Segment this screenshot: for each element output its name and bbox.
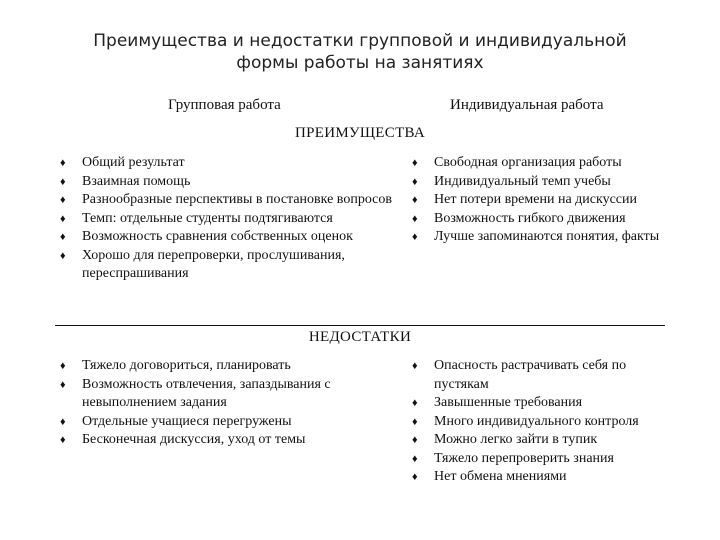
diamond-bullet-icon: ♦	[60, 194, 66, 206]
diamond-bullet-icon: ♦	[60, 175, 66, 188]
diamond-bullet-icon: ♦	[412, 157, 418, 169]
list-item	[412, 394, 662, 413]
list-item-text: Можно легко зайти в тупик	[434, 432, 598, 447]
diamond-bullet-icon: ♦	[60, 212, 66, 225]
list-item-text: Индивидуальный темп учебы	[434, 173, 611, 189]
section-heading-disadvantages: НЕДОСТАТКИ	[308, 329, 412, 345]
list-item-text: Тяжело договориться, планировать	[82, 358, 291, 373]
diamond-bullet-icon: ♦	[412, 415, 418, 428]
list-item-text: Бесконечная дискуссия, уход от темы	[82, 432, 306, 447]
diamond-bullet-icon: ♦	[60, 249, 66, 262]
section-heading-advantages: ПРЕИМУЩЕСТВА	[294, 125, 426, 141]
list-item-text: Нет потери времени на дискуссии	[434, 192, 638, 207]
list-item-text: Много индивидуального контроля	[434, 413, 639, 429]
list-item-text: Нет обмена мнениями	[434, 469, 567, 484]
advantages-group-list	[60, 154, 400, 284]
diamond-bullet-icon: ♦	[60, 378, 66, 391]
list-item	[60, 357, 400, 376]
list-item	[412, 154, 662, 173]
diamond-bullet-icon: ♦	[412, 397, 418, 409]
diamond-bullet-icon: ♦	[412, 194, 418, 206]
diamond-bullet-icon: ♦	[60, 360, 66, 372]
diamond-bullet-icon: ♦	[412, 452, 418, 465]
diamond-bullet-icon: ♦	[412, 434, 418, 446]
list-item	[412, 228, 662, 247]
list-item	[60, 413, 400, 432]
list-item-text: Разнообразные перспективы в постановке вопросов	[82, 192, 392, 207]
diamond-bullet-icon: ♦	[60, 434, 66, 446]
diamond-bullet-icon: ♦	[412, 360, 418, 372]
list-item	[412, 468, 662, 487]
diamond-bullet-icon: ♦	[412, 231, 418, 243]
list-item-text: Возможность сравнения собственных оценок	[82, 229, 353, 244]
diamond-bullet-icon: ♦	[412, 175, 418, 188]
section-divider	[55, 325, 665, 326]
diamond-bullet-icon: ♦	[60, 231, 66, 243]
page-title	[60, 30, 660, 74]
advantages-individual-list	[412, 154, 662, 247]
disadvantages-group-list	[60, 357, 400, 450]
list-item	[60, 154, 400, 173]
list-item	[412, 450, 662, 469]
list-item	[60, 210, 400, 229]
list-item-text: Свободная организация работы	[434, 155, 622, 170]
title-line-1: Преимущества и недостатки групповой и индивидуальной	[93, 31, 627, 51]
list-item	[60, 173, 400, 192]
list-item	[412, 210, 662, 229]
list-item-text: Возможность гибкого движения	[434, 210, 626, 226]
list-item	[60, 191, 400, 210]
list-item-text: Тяжело перепроверить знания	[434, 450, 614, 466]
list-item	[60, 376, 400, 413]
list-item-text: Взаимная помощь	[82, 173, 191, 189]
list-item-text: Завышенные требования	[434, 395, 583, 410]
list-item-text: Опасность растрачивать себя по пустякам	[434, 358, 627, 392]
disadvantages-individual-list	[412, 357, 662, 487]
list-item	[412, 173, 662, 192]
list-item-text: Общий результат	[82, 155, 185, 170]
list-item-text: Темп: отдельные студенты подтягиваются	[82, 210, 333, 226]
column-header-individual: Индивидуальная работа	[450, 97, 604, 113]
list-item-text: Хорошо для перепроверки, прослушивания, переспрашивания	[82, 247, 345, 281]
list-item-text: Лучше запоминаются понятия, факты	[434, 229, 660, 244]
list-item	[412, 191, 662, 210]
diamond-bullet-icon: ♦	[412, 212, 418, 225]
diamond-bullet-icon: ♦	[60, 415, 66, 428]
list-item	[60, 431, 400, 450]
list-item	[412, 413, 662, 432]
diamond-bullet-icon: ♦	[60, 157, 66, 169]
title-line-2: формы работы на занятиях	[236, 53, 484, 73]
list-item-text: Отдельные учащиеся перегружены	[82, 413, 292, 429]
column-header-group: Групповая работа	[168, 97, 281, 113]
list-item	[60, 247, 400, 284]
list-item	[412, 431, 662, 450]
list-item-text: Возможность отвлечения, запаздывания с невыполнением задания	[82, 376, 331, 410]
list-item	[412, 357, 662, 394]
diamond-bullet-icon: ♦	[412, 471, 418, 483]
list-item	[60, 228, 400, 247]
